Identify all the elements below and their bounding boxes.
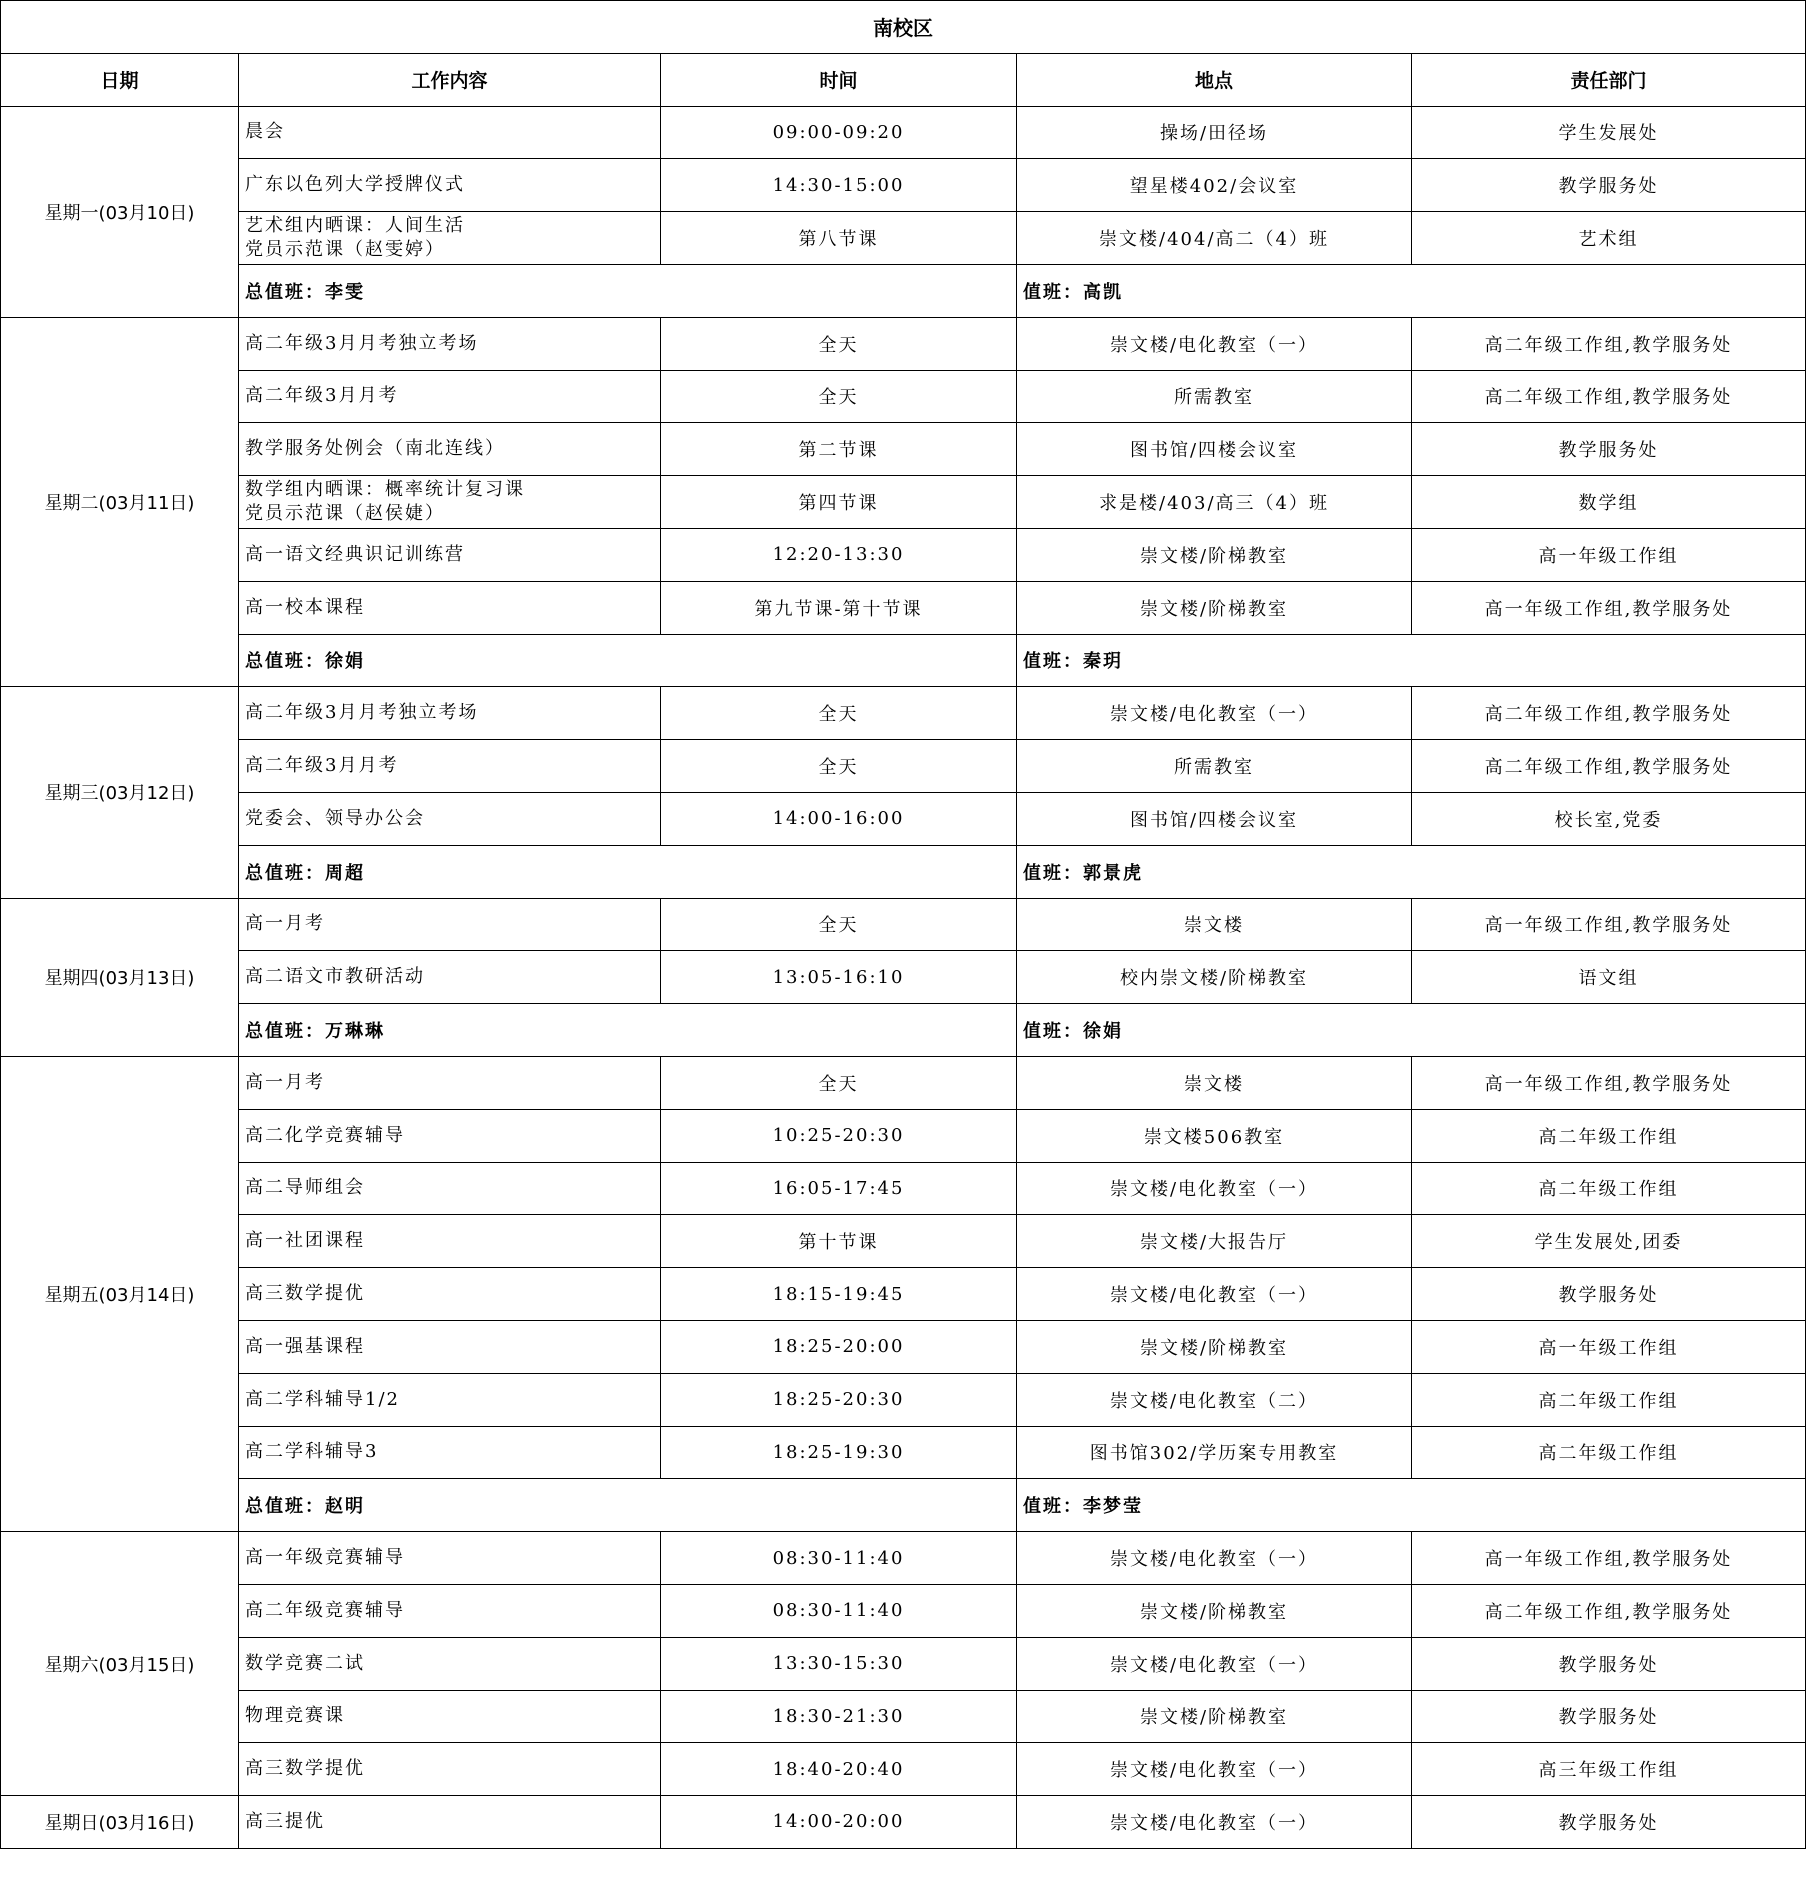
place-cell: 所需教室 [1017, 740, 1412, 793]
header-place: 地点 [1017, 53, 1412, 106]
dept-cell: 高一年级工作组 [1412, 1320, 1806, 1373]
dept-cell: 艺术组 [1412, 212, 1806, 265]
dept-cell: 高二年级工作组,教学服务处 [1412, 740, 1806, 793]
duty-cell: 值班：秦玥 [1017, 634, 1806, 687]
place-cell: 崇文楼/电化教室（一） [1017, 1268, 1412, 1321]
place-cell: 崇文楼/阶梯教室 [1017, 1320, 1412, 1373]
content-cell: 高三数学提优 [239, 1743, 661, 1796]
chief-duty-cell: 总值班：徐娟 [239, 634, 1017, 687]
table-row [1, 951, 1806, 1004]
header-time: 时间 [661, 53, 1017, 106]
table-row [1, 476, 1806, 529]
dept-cell: 校长室,党委 [1412, 792, 1806, 845]
schedule-body [1, 106, 1806, 1848]
place-cell: 崇文楼/电化教室（一） [1017, 1637, 1412, 1690]
table-row [1, 423, 1806, 476]
time-cell: 12:20-13:30 [661, 528, 1017, 581]
content-cell: 高二语文市教研活动 [239, 951, 661, 1004]
content-cell: 高一语文经典识记训练营 [239, 528, 661, 581]
dept-cell: 语文组 [1412, 951, 1806, 1004]
time-cell: 第二节课 [661, 423, 1017, 476]
place-cell: 崇文楼/阶梯教室 [1017, 1690, 1412, 1743]
day-cell: 星期三(03月12日) [1, 687, 239, 898]
table-row [1, 1532, 1806, 1585]
dept-cell: 教学服务处 [1412, 1690, 1806, 1743]
header-date: 日期 [1, 53, 239, 106]
place-cell: 所需教室 [1017, 370, 1412, 423]
time-cell: 16:05-17:45 [661, 1162, 1017, 1215]
time-cell: 08:30-11:40 [661, 1532, 1017, 1585]
time-cell: 14:00-16:00 [661, 792, 1017, 845]
time-cell: 第九节课-第十节课 [661, 581, 1017, 634]
dept-cell: 学生发展处,团委 [1412, 1215, 1806, 1268]
dept-cell: 高二年级工作组,教学服务处 [1412, 687, 1806, 740]
dept-cell: 高二年级工作组 [1412, 1426, 1806, 1479]
content-cell: 数学组内晒课：概率统计复习课 党员示范课（赵侯婕） [239, 476, 661, 529]
time-cell: 18:40-20:40 [661, 1743, 1017, 1796]
time-cell: 10:25-20:30 [661, 1109, 1017, 1162]
day-cell: 星期一(03月10日) [1, 106, 239, 317]
content-cell: 广东以色列大学授牌仪式 [239, 159, 661, 212]
duty-row [1, 1479, 1806, 1532]
table-row [1, 687, 1806, 740]
dept-cell: 高二年级工作组,教学服务处 [1412, 1584, 1806, 1637]
content-cell: 高二年级3月月考 [239, 740, 661, 793]
duty-row [1, 845, 1806, 898]
place-cell: 崇文楼/阶梯教室 [1017, 581, 1412, 634]
header-content: 工作内容 [239, 53, 661, 106]
place-cell: 崇文楼/电化教室（一） [1017, 1162, 1412, 1215]
duty-row [1, 634, 1806, 687]
place-cell: 崇文楼/电化教室（一） [1017, 1743, 1412, 1796]
table-row [1, 581, 1806, 634]
content-cell: 高二导师组会 [239, 1162, 661, 1215]
header-dept: 责任部门 [1412, 53, 1806, 106]
place-cell: 崇文楼 [1017, 1056, 1412, 1109]
table-row [1, 1637, 1806, 1690]
time-cell: 第八节课 [661, 212, 1017, 265]
content-cell: 高一月考 [239, 1056, 661, 1109]
content-cell: 高三数学提优 [239, 1268, 661, 1321]
place-cell: 崇文楼/电化教室（一） [1017, 1532, 1412, 1585]
table-row [1, 1796, 1806, 1849]
table-row [1, 1373, 1806, 1426]
dept-cell: 数学组 [1412, 476, 1806, 529]
chief-duty-cell: 总值班：赵明 [239, 1479, 1017, 1532]
campus-title: 南校区 [1, 1, 1806, 54]
dept-cell: 高三年级工作组 [1412, 1743, 1806, 1796]
dept-cell: 高二年级工作组,教学服务处 [1412, 317, 1806, 370]
table-row [1, 1268, 1806, 1321]
time-cell: 18:30-21:30 [661, 1690, 1017, 1743]
place-cell: 校内崇文楼/阶梯教室 [1017, 951, 1412, 1004]
table-row [1, 1743, 1806, 1796]
place-cell: 崇文楼/电化教室（一） [1017, 687, 1412, 740]
place-cell: 图书馆/四楼会议室 [1017, 792, 1412, 845]
content-cell: 高一月考 [239, 898, 661, 951]
time-cell: 全天 [661, 898, 1017, 951]
day-cell: 星期六(03月15日) [1, 1532, 239, 1796]
place-cell: 崇文楼/大报告厅 [1017, 1215, 1412, 1268]
content-cell: 数学竞赛二试 [239, 1637, 661, 1690]
dept-cell: 教学服务处 [1412, 159, 1806, 212]
dept-cell: 高二年级工作组 [1412, 1162, 1806, 1215]
content-cell: 高三提优 [239, 1796, 661, 1849]
table-row [1, 1690, 1806, 1743]
content-cell: 高一年级竞赛辅导 [239, 1532, 661, 1585]
content-cell: 高二年级3月月考独立考场 [239, 687, 661, 740]
dept-cell: 高一年级工作组 [1412, 528, 1806, 581]
dept-cell: 学生发展处 [1412, 106, 1806, 159]
content-cell: 艺术组内晒课：人间生活 党员示范课（赵雯婷） [239, 212, 661, 265]
time-cell: 全天 [661, 317, 1017, 370]
time-cell: 第四节课 [661, 476, 1017, 529]
content-cell: 高二化学竞赛辅导 [239, 1109, 661, 1162]
content-cell: 晨会 [239, 106, 661, 159]
place-cell: 操场/田径场 [1017, 106, 1412, 159]
time-cell: 18:25-20:30 [661, 1373, 1017, 1426]
content-cell: 高二年级3月月考 [239, 370, 661, 423]
duty-cell: 值班：高凯 [1017, 264, 1806, 317]
time-cell: 全天 [661, 687, 1017, 740]
time-cell: 14:30-15:00 [661, 159, 1017, 212]
content-cell: 高一校本课程 [239, 581, 661, 634]
time-cell: 13:05-16:10 [661, 951, 1017, 1004]
content-cell: 高二年级3月月考独立考场 [239, 317, 661, 370]
place-cell: 图书馆302/学历案专用教室 [1017, 1426, 1412, 1479]
time-cell: 08:30-11:40 [661, 1584, 1017, 1637]
time-cell: 13:30-15:30 [661, 1637, 1017, 1690]
table-row [1, 317, 1806, 370]
dept-cell: 高二年级工作组 [1412, 1373, 1806, 1426]
content-cell: 教学服务处例会（南北连线） [239, 423, 661, 476]
duty-row [1, 1004, 1806, 1057]
dept-cell: 高一年级工作组,教学服务处 [1412, 1056, 1806, 1109]
table-row [1, 792, 1806, 845]
place-cell: 崇文楼 [1017, 898, 1412, 951]
duty-cell: 值班：郭景虎 [1017, 845, 1806, 898]
time-cell: 18:25-20:00 [661, 1320, 1017, 1373]
table-row [1, 1056, 1806, 1109]
content-cell: 高二年级竞赛辅导 [239, 1584, 661, 1637]
chief-duty-cell: 总值班：周超 [239, 845, 1017, 898]
table-row [1, 212, 1806, 265]
place-cell: 图书馆/四楼会议室 [1017, 423, 1412, 476]
time-cell: 14:00-20:00 [661, 1796, 1017, 1849]
place-cell: 望星楼402/会议室 [1017, 159, 1412, 212]
chief-duty-cell: 总值班：万琳琳 [239, 1004, 1017, 1057]
content-cell: 党委会、领导办公会 [239, 792, 661, 845]
table-row [1, 159, 1806, 212]
dept-cell: 教学服务处 [1412, 1796, 1806, 1849]
time-cell: 第十节课 [661, 1215, 1017, 1268]
content-cell: 高一强基课程 [239, 1320, 661, 1373]
dept-cell: 高一年级工作组,教学服务处 [1412, 1532, 1806, 1585]
place-cell: 崇文楼/电化教室（二） [1017, 1373, 1412, 1426]
dept-cell: 高一年级工作组,教学服务处 [1412, 898, 1806, 951]
header-row [1, 53, 1806, 106]
place-cell: 崇文楼506教室 [1017, 1109, 1412, 1162]
duty-cell: 值班：李梦莹 [1017, 1479, 1806, 1532]
time-cell: 全天 [661, 370, 1017, 423]
place-cell: 崇文楼/404/高二（4）班 [1017, 212, 1412, 265]
day-cell: 星期二(03月11日) [1, 317, 239, 687]
dept-cell: 高一年级工作组,教学服务处 [1412, 581, 1806, 634]
dept-cell: 教学服务处 [1412, 1637, 1806, 1690]
chief-duty-cell: 总值班：李雯 [239, 264, 1017, 317]
content-cell: 高二学科辅导3 [239, 1426, 661, 1479]
table-row [1, 1162, 1806, 1215]
day-cell: 星期日(03月16日) [1, 1796, 239, 1849]
day-cell: 星期四(03月13日) [1, 898, 239, 1056]
table-row [1, 898, 1806, 951]
title-row [1, 1, 1806, 54]
dept-cell: 教学服务处 [1412, 1268, 1806, 1321]
duty-cell: 值班：徐娟 [1017, 1004, 1806, 1057]
time-cell: 09:00-09:20 [661, 106, 1017, 159]
time-cell: 18:25-19:30 [661, 1426, 1017, 1479]
time-cell: 18:15-19:45 [661, 1268, 1017, 1321]
table-row [1, 1215, 1806, 1268]
table-row [1, 528, 1806, 581]
place-cell: 崇文楼/电化教室（一） [1017, 1796, 1412, 1849]
day-cell: 星期五(03月14日) [1, 1056, 239, 1531]
place-cell: 崇文楼/阶梯教室 [1017, 1584, 1412, 1637]
place-cell: 崇文楼/电化教室（一） [1017, 317, 1412, 370]
place-cell: 崇文楼/阶梯教室 [1017, 528, 1412, 581]
time-cell: 全天 [661, 740, 1017, 793]
place-cell: 求是楼/403/高三（4）班 [1017, 476, 1412, 529]
table-row [1, 1426, 1806, 1479]
table-row [1, 1584, 1806, 1637]
table-row [1, 740, 1806, 793]
dept-cell: 教学服务处 [1412, 423, 1806, 476]
time-cell: 全天 [661, 1056, 1017, 1109]
dept-cell: 高二年级工作组,教学服务处 [1412, 370, 1806, 423]
table-row [1, 1109, 1806, 1162]
content-cell: 高二学科辅导1/2 [239, 1373, 661, 1426]
dept-cell: 高二年级工作组 [1412, 1109, 1806, 1162]
table-row [1, 370, 1806, 423]
content-cell: 高一社团课程 [239, 1215, 661, 1268]
duty-row [1, 264, 1806, 317]
table-row [1, 106, 1806, 159]
content-cell: 物理竞赛课 [239, 1690, 661, 1743]
table-row [1, 1320, 1806, 1373]
